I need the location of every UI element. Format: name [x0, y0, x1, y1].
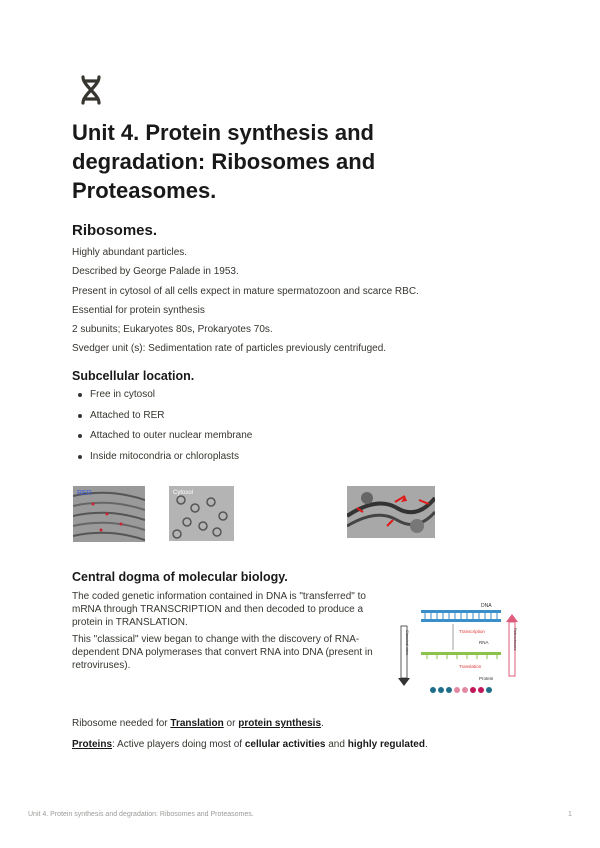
paragraph: Svedger unit (s): Sedimentation rate of particles previously centrifuged.: [72, 343, 387, 354]
list-item: Attached to RER: [72, 409, 252, 430]
translation-link[interactable]: Translation: [170, 718, 224, 729]
cytosol-image-label: Cytosol: [173, 490, 194, 496]
paragraph: Described by George Palade in 1953.: [72, 266, 239, 277]
bullet-list: [72, 388, 252, 470]
diagram-right-arrow-label: Retroviruses: [513, 628, 518, 651]
diagram-transcription-label: Transcription: [459, 629, 485, 634]
rer-image-label: RER: [77, 490, 92, 497]
list-item: Attached to outer nuclear membrane: [72, 429, 252, 450]
protein-synthesis-link[interactable]: protein synthesis: [238, 718, 322, 729]
bold-text: cellular activities: [244, 739, 326, 750]
text-segment: or: [223, 718, 239, 729]
text-segment: .: [424, 739, 428, 750]
footer-title: Unit 4. Protein synthesis and degradation: Ribosomes and Proteasomes.: [28, 811, 254, 818]
nuclear-membrane-micrograph-image: [347, 486, 435, 538]
rer-micrograph-image: [73, 486, 145, 542]
section-heading-subcellular: Subcellular location.: [72, 369, 195, 383]
text-segment: .: [321, 718, 324, 729]
paragraph: 2 subunits; Eukaryotes 80s, Prokaryotes 70s.: [72, 324, 273, 335]
page-number: 1: [568, 811, 572, 818]
bold-text: highly regulated: [347, 739, 425, 750]
text-segment: and: [325, 739, 348, 750]
central-dogma-text: [72, 590, 377, 676]
diagram-protein-label: Protein: [479, 676, 494, 681]
ribosome-needed-line: [72, 717, 324, 730]
paragraph: Essential for protein synthesis: [72, 305, 205, 316]
section-heading-central-dogma: Central dogma of molecular biology.: [72, 570, 288, 584]
section-heading-ribosomes: Ribosomes.: [72, 222, 158, 239]
paragraph: The coded genetic information contained in DNA is "transferred" to mRNA through TRANSCRIPTION and then decoded to produce a protein in TRANSLATION.: [72, 591, 366, 628]
dna-icon: [76, 74, 106, 106]
list-item: Inside mitocondria or chloroplasts: [72, 450, 252, 471]
text-segment: Ribosome needed for: [72, 718, 171, 729]
proteins-link[interactable]: Proteins: [72, 739, 113, 750]
diagram-translation-label: Translation: [459, 664, 482, 669]
paragraph: This "classical" view began to change with the discovery of RNA-dependent DNA polymerases that convert RNA into DNA (present in retroviruses).: [72, 634, 373, 671]
paragraph: Highly abundant particles.: [72, 247, 188, 258]
diagram-rna-label: RNA: [479, 640, 489, 645]
central-dogma-diagram: [397, 600, 527, 696]
paragraph: Present in cytosol of all cells expect in mature spermatozoon and scarce RBC.: [72, 286, 419, 297]
diagram-left-arrow-label: Classical view: [405, 630, 410, 656]
proteins-line: [72, 738, 428, 751]
diagram-dna-label: DNA: [481, 603, 492, 609]
page-title: Unit 4. Protein synthesis and degradation: Ribosomes and Proteasomes.: [72, 120, 376, 203]
list-item: Free in cytosol: [72, 388, 252, 409]
text-segment: : Active players doing most of: [112, 739, 245, 750]
cytosol-micrograph-image: [169, 486, 234, 541]
